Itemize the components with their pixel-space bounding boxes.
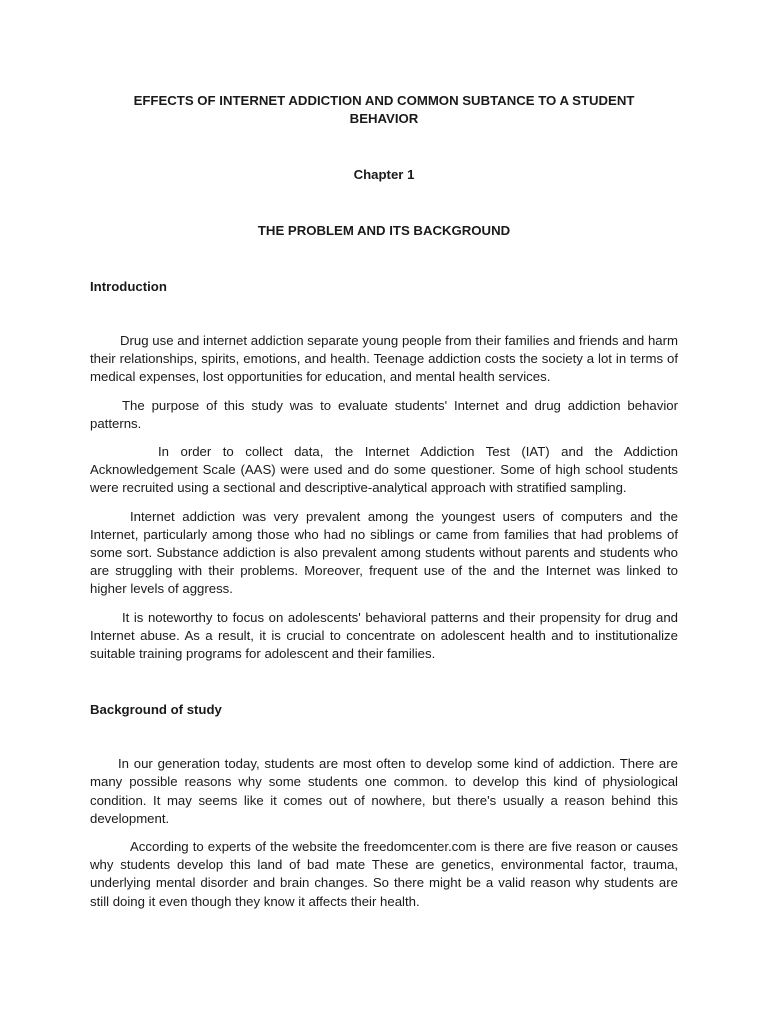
paragraph: In order to collect data, the Internet Addiction Test (IAT) and the Addiction Acknowledgement Scale (AAS) were used and do some questioner. Some of high school students were recruited using a sectional and descriptive-analytical approach with stratified sampling. — [90, 444, 678, 496]
paragraph: Drug use and internet addiction separate young people from their families and friends and harm their relationships, spirits, emotions, and health. Teenage addiction costs the society a lot in terms of medical expenses, lost opportunities for education, and mental health services. — [90, 333, 678, 385]
paragraph: In our generation today, students are most often to develop some kind of addiction. There are many possible reasons why some students one common. to develop this kind of physiological condition. It may seems like it comes out of nowhere, but there's usually a reason behind this development. — [90, 756, 678, 826]
chapter-title: THE PROBLEM AND ITS BACKGROUND — [257, 223, 511, 238]
section-heading-introduction: Introduction — [90, 279, 167, 294]
section-heading-background: Background of study — [90, 702, 222, 718]
paragraph: It is noteworthy to focus on adolescents' behavioral patterns and their propensity for drug and Internet abuse. As a result, it is crucial to concentrate on adolescent health and to institutionalize suitable training programs for adolescent and their families. — [90, 609, 678, 662]
chapter-number: Chapter 1 — [353, 167, 415, 182]
document-title: EFFECTS OF INTERNET ADDICTION AND COMMON SUBTANCE TO A STUDENT BEHAVIOR — [133, 93, 635, 126]
paragraph: Internet addiction was very prevalent among the youngest users of computers and the Internet, particularly among those who had no siblings or came from families that had problems of some sort. Substance addiction is also prevalent among students without parents and students who are struggling with their problems. Moreover, frequent use of the and the Internet was linked to higher levels of aggress. — [90, 508, 678, 597]
paragraph: According to experts of the website the freedomcenter.com is there are five reason or causes why students develop this land of bad mate These are genetics, environmental factor, trauma, underlying mental disorder and brain changes. So there might be a valid reason why students are still doing it even though they know it affects their health. — [90, 839, 678, 909]
paragraph: The purpose of this study was to evaluate students' Internet and drug addiction behavior patterns. — [90, 397, 678, 431]
